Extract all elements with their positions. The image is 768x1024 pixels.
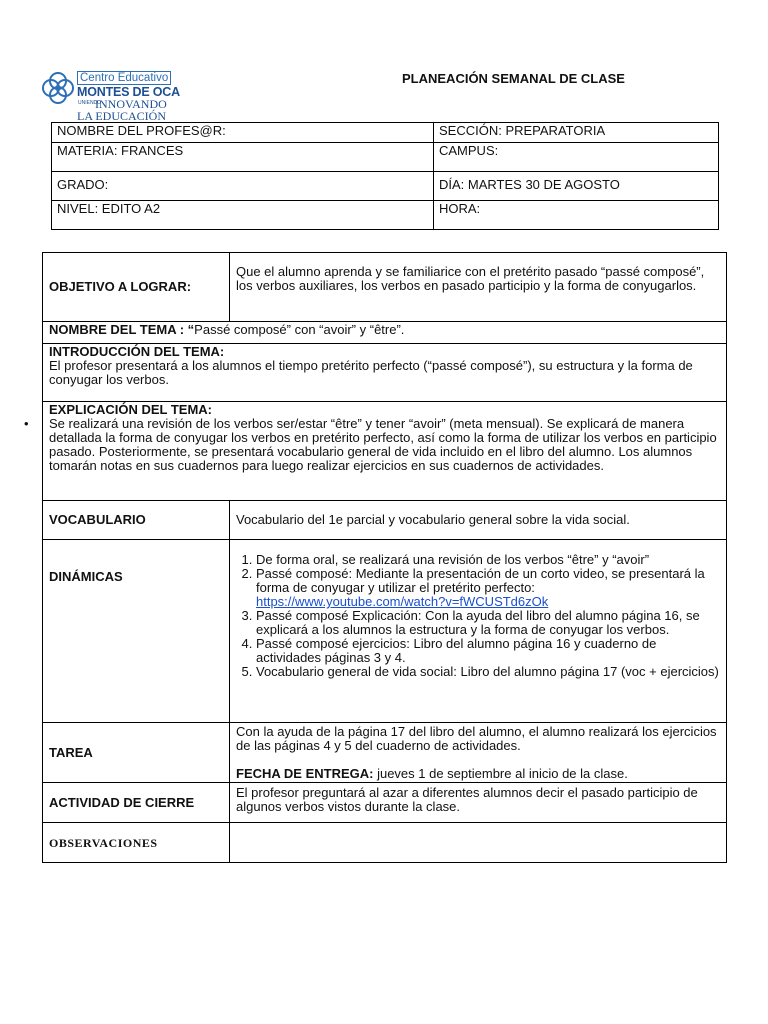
bullet-marker: • [24,416,29,431]
vocab-label: VOCABULARIO [43,501,230,540]
day-cell: DÍA: MARTES 30 DE AGOSTO [434,172,719,201]
hour-cell: HORA: [434,201,719,230]
homework-label: TAREA [43,723,230,783]
video-link[interactable]: https://www.youtube.com/watch?v=fWCUSTd6zOk [256,594,549,609]
homework-cell [230,723,727,783]
topic-row [43,322,727,344]
school-logo [40,68,190,126]
logo-line-1: Centro Educativo [77,72,171,84]
info-table [51,122,719,230]
intro-text: El profesor presentará a los alumnos el tiempo pretérito perfecto (“passé composé”), su estructura y la forma de conyugar los verbos. [49,358,693,387]
objective-text: Que el alumno aprenda y se familiarice con el pretérito pasado “passé composé”, los verbos auxiliares, los verbos en pasado participio y la forma de conyugarlos. [230,253,727,322]
topic-text: Passé composé” con “avoir” y “être”. [194,322,405,337]
dynamics-item: 1. De forma oral, se realizará una revisión de los verbos “être” y “avoir” [256,553,720,567]
due-text: jueves 1 de septiembre al inicio de la clase. [373,766,628,781]
vocab-text: Vocabulario del 1e parcial y vocabulario general sobre la vida social. [230,501,727,540]
objective-label: OBJETIVO A LOGRAR: [43,253,230,322]
intro-label: INTRODUCCIÓN DEL TEMA: [49,344,225,359]
observations-text [230,823,727,863]
due-label: FECHA DE ENTREGA: [236,766,374,781]
closing-label: ACTIVIDAD DE CIERRE [43,783,230,823]
dynamics-item: 2. Passé composé: Mediante la presentación de un corto video, se presentará la forma de conyugar y utilizar el pretérito perfecto: https://www.youtube.com/watch?v=fWCUSTd6zOk [256,567,720,609]
dynamics-item: 3. Passé composé Explicación: Con la ayuda del libro del alumno página 16, se explicará a los alumnos la estructura y la forma de conyugar los verbos. [256,609,720,637]
logo-line-2: MONTES DE OCA [77,85,180,99]
topic-label: NOMBRE DEL TEMA : “ [49,322,195,337]
explanation-text: Se realizará una revisión de los verbos ser/estar “être” y tener “avoir” (meta mensual). Se explicará de manera detallada la forma de conyugar los verbos en pretérito perfecto, así como la forma de utilizar los verbos en participio pasado. Posteriormente, se presentará vocabulario general de vida incluido en el libro del alumno. Los alumnos tomarán notas en sus cuadernos para luego realizar ejercicios en sus cuadernos de actividades. [49,416,717,473]
explanation-label: EXPLICACIÓN DEL TEMA: [49,402,212,417]
intro-row [43,344,727,402]
section-cell: SECCIÓN: PREPARATORIA [434,123,719,143]
explanation-row [43,402,727,501]
homework-text: Con la ayuda de la página 17 del libro del alumno, el alumno realizará los ejercicios de las páginas 4 y 5 del cuaderno de actividades. [236,724,717,753]
logo-line-4: LA EDUCACIÓN [77,109,166,123]
subject-cell: MATERIA: FRANCES [52,143,434,172]
grade-cell: GRADO: [52,172,434,201]
dynamics-item: 5. Vocabulario general de vida social: Libro del alumno página 17 (voc + ejercicios) [256,665,720,679]
observations-label: OBSERVACIONES [43,823,230,863]
plan-table [42,252,727,863]
campus-cell: CAMPUS: [434,143,719,172]
logo-rings-icon [40,72,76,104]
dynamics-cell [230,540,727,723]
dynamics-list [236,553,720,679]
due-date [236,767,720,781]
dynamics-item: 4. Passé composé ejercicios: Libro del alumno página 16 y cuaderno de actividades páginas 3 y 4. [256,637,720,665]
dynamics-label: DINÁMICAS [43,540,230,723]
teacher-cell: NOMBRE DEL PROFES@R: [52,123,434,143]
document-title: PLANEACIÓN SEMANAL DE CLASE [402,71,625,86]
closing-text: El profesor preguntará al azar a diferentes alumnos decir el pasado participio de algunos verbos vistos durante la clase. [230,783,727,823]
logo-line-3: INNOVANDO [95,97,167,111]
logo-line-3-small: UNIENDO [78,100,102,106]
level-cell: NIVEL: EDITO A2 [52,201,434,230]
